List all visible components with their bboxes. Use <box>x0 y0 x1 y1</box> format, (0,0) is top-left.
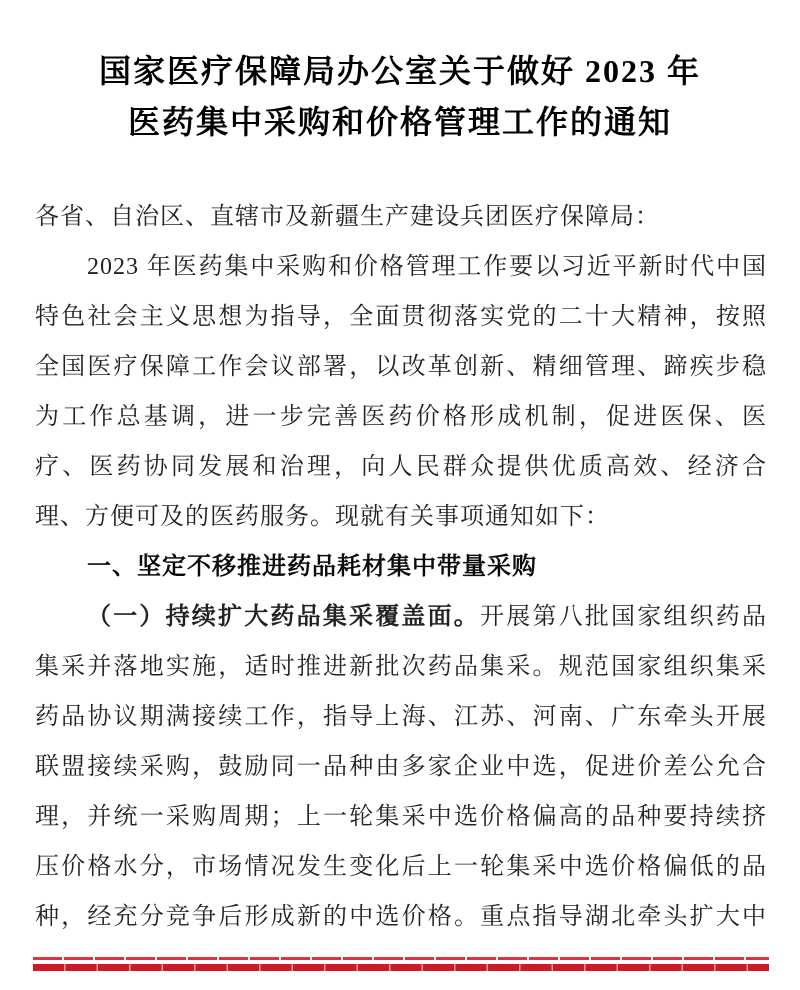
text-line <box>35 642 767 692</box>
document-body <box>35 192 767 942</box>
red-divider <box>33 957 769 971</box>
text-line <box>35 742 767 792</box>
red-divider-thick-line <box>33 964 769 971</box>
text-line <box>35 292 767 342</box>
text-run: 压价格水分，市场情况发生变化后上一轮集采中选价格偏低的品 <box>35 854 767 880</box>
page-title <box>0 46 800 148</box>
text-run: 种，经充分竞争后形成新的中选价格。重点指导湖北牵头扩大中 <box>35 904 767 930</box>
text-run: 疗、医药协同发展和治理，向人民群众提供优质高效、经济合 <box>35 454 767 480</box>
text-run: 理，并统一采购周期；上一轮集采中选价格偏高的品种要持续挤 <box>35 804 767 830</box>
text-line <box>35 792 767 842</box>
text-run: 开展第八批国家组织药品 <box>480 604 767 630</box>
text-run: 集采并落地实施，适时推进新批次药品集采。规范国家组织集采 <box>35 654 767 680</box>
text-line <box>35 392 767 442</box>
text-run: 一、坚定不移推进药品耗材集中带量采购 <box>87 553 537 580</box>
text-run: 药品协议期满接续工作，指导上海、江苏、河南、广东牵头开展 <box>35 704 767 730</box>
text-run: 联盟接续采购，鼓励同一品种由多家企业中选，促进价差公允合 <box>35 754 767 780</box>
text-line <box>35 542 767 592</box>
text-run: 为工作总基调，进一步完善医药价格形成机制，促进医保、医 <box>35 404 767 430</box>
text-line <box>35 492 767 542</box>
text-run: 各省、自治区、直辖市及新疆生产建设兵团医疗保障局： <box>35 204 660 230</box>
text-line <box>35 192 767 242</box>
text-run: 全国医疗保障工作会议部署，以改革创新、精细管理、蹄疾步稳 <box>35 354 767 380</box>
text-run: 特色社会主义思想为指导，全面贯彻落实党的二十大精神，按照 <box>35 304 767 330</box>
title-line-2: 医药集中采购和价格管理工作的通知 <box>127 104 672 140</box>
red-divider-thin-line <box>33 957 769 960</box>
text-run: （一）持续扩大药品集采覆盖面。 <box>87 604 480 630</box>
text-line <box>35 842 767 892</box>
text-line <box>35 342 767 392</box>
text-line <box>35 692 767 742</box>
text-line <box>35 442 767 492</box>
title-line-1: 国家医疗保障局办公室关于做好 2023 年 <box>98 53 701 89</box>
text-run: 理、方便可及的医药服务。现就有关事项通知如下： <box>35 504 610 530</box>
text-line <box>35 892 767 942</box>
text-run: 2023 年医药集中采购和价格管理工作要以习近平新时代中国 <box>87 254 767 280</box>
text-line <box>35 592 767 642</box>
text-line <box>35 242 767 292</box>
